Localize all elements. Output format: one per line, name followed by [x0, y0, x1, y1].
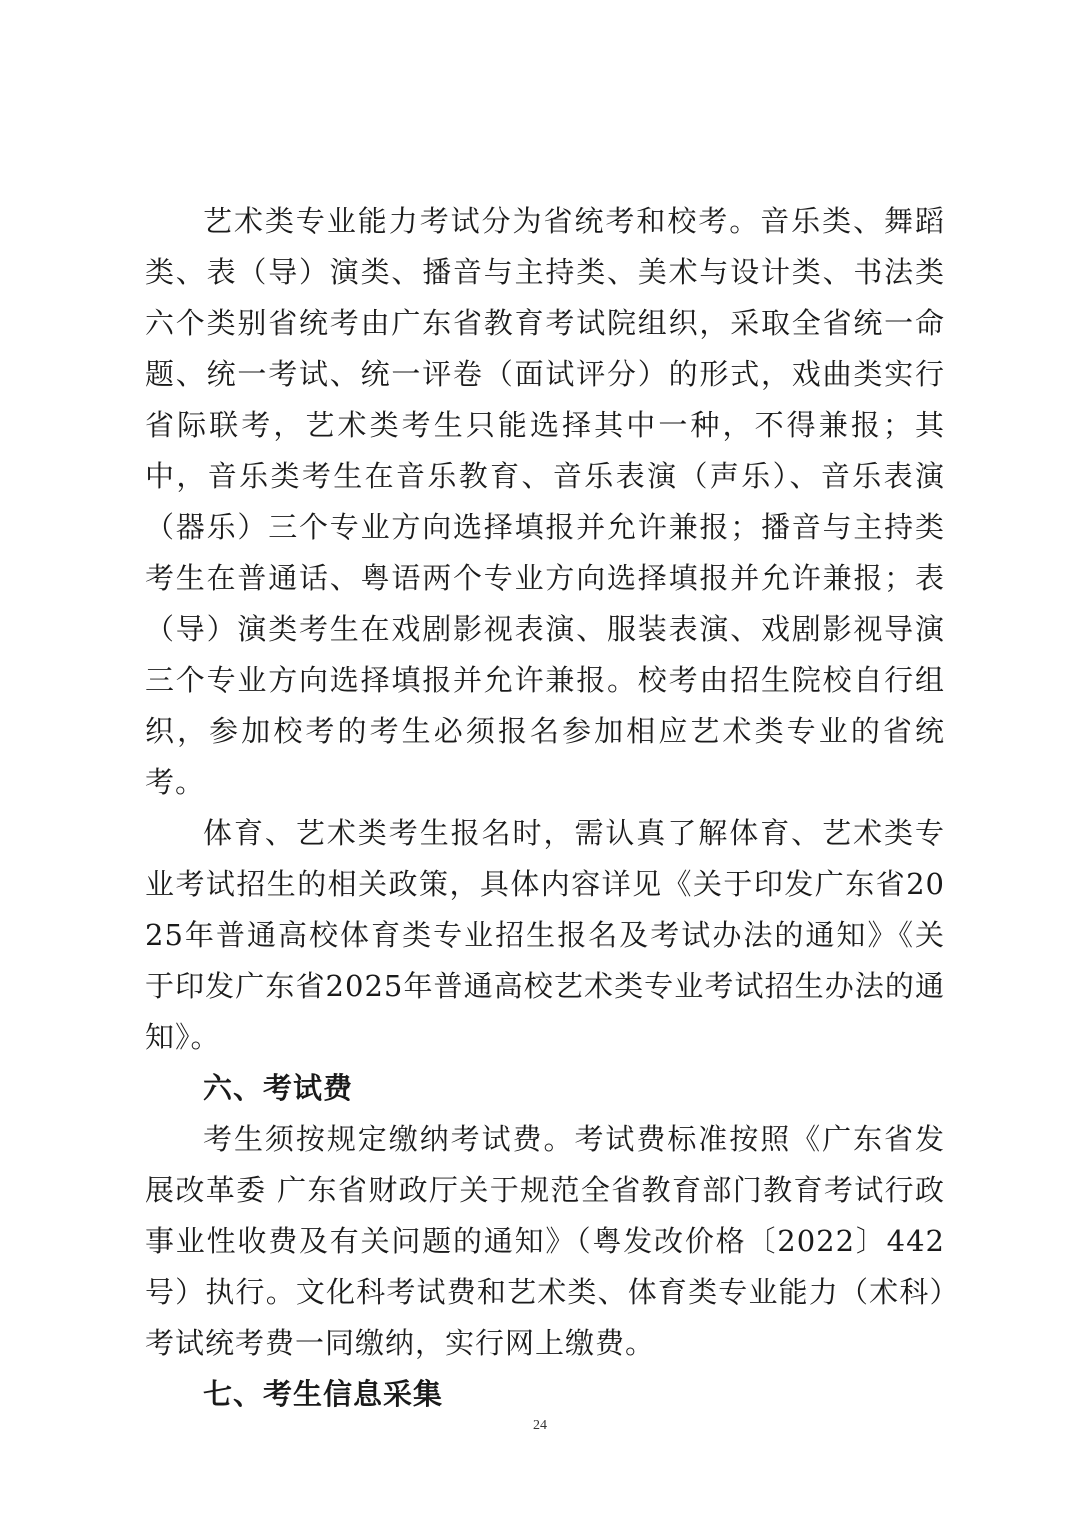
paragraph-exam-fee: 考生须按规定缴纳考试费。考试费标准按照《广东省发展改革委 广东省财政厅关于规范全省教育部门教育考试行政事业性收费及有关问题的通知》（粤发改价格〔2022〕442号）执行。文化科考试费和艺术类、体育类专业能力（术科）考试统考费一同缴纳，实行网上缴费。 [145, 1122, 945, 1360]
page-number: 24 [533, 1418, 547, 1433]
section-heading-exam-fee: 六、考试费 [203, 1071, 354, 1105]
section-heading-info-collection: 七、考生信息采集 [203, 1377, 444, 1411]
paragraph-art-exam-structure: 艺术类专业能力考试分为省统考和校考。音乐类、舞蹈类、表（导）演类、播音与主持类、美术与设计类、书法类六个类别省统考由广东省教育考试院组织，采取全省统一命题、统一考试、统一评卷（面试评分）的形式，戏曲类实行省际联考，艺术类考生只能选择其中一种，不得兼报；其中，音乐类考生在音乐教育、音乐表演（声乐）、音乐表演（器乐）三个专业方向选择填报并允许兼报；播音与主持类考生在普通话、粤语两个专业方向选择填报并允许兼报；表（导）演类考生在戏剧影视表演、服装表演、戏剧影视导演三个专业方向选择填报并允许兼报。校考由招生院校自行组织，参加校考的考生必须报名参加相应艺术类专业的省统考。 [145, 204, 945, 799]
page-content [145, 196, 945, 1420]
paragraph-registration-policy: 体育、艺术类考生报名时，需认真了解体育、艺术类专业考试招生的相关政策，具体内容详见《关于印发广东省2025年普通高校体育类专业招生报名及考试办法的通知》《关于印发广东省2025年普通高校艺术类专业考试招生办法的通知》。 [145, 816, 945, 1054]
